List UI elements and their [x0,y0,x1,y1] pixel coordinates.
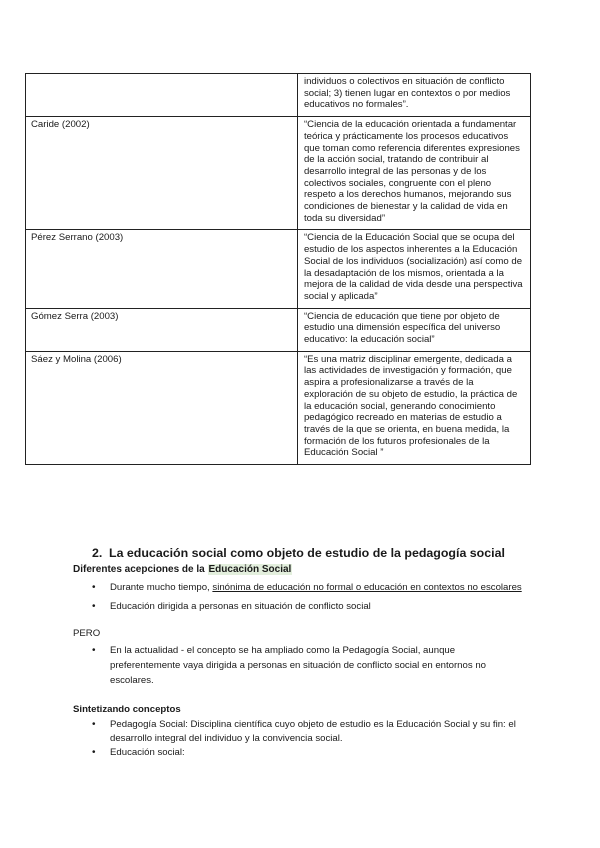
sintetizando-list [92,718,527,760]
definition-cell: “Ciencia de educación que tiene por objeto de estudio una dimensión específica del universo educativo: la educación social” [297,308,530,351]
definition-cell: “Ciencia de la educación orientada a fundamentar teórica y prácticamente los procesos educativos que toman como referencia diferentes expresiones de la acción social, tratando de contribuir al desarrollo integral de las personas y de los colectivos sociales, congruente con el pleno respeto a los derechos humanos, mejorando sus condiciones de bienestar y la calidad de vida en toda su diversidad” [297,117,530,230]
acepciones-list [92,582,532,613]
definitions-table [25,73,531,465]
list-item: • En la actualidad - el concepto se ha ampliado como la Pedagogía Social, aunque preferentemente vaya dirigida a personas en situación de conflicto social en entornos no escolares. [92,643,527,688]
list-item: • Educación social: [92,746,527,760]
section-title: La educación social como objeto de estudio de la pedagogía social [109,546,505,560]
list-item-underlined: sinónima de educación no formal o educación en contextos no escolares [212,582,522,593]
author-cell: Pérez Serrano (2003) [26,230,298,308]
list-item [92,582,532,595]
acepciones-heading [73,564,292,575]
definition-cell: “Es una matriz disciplinar emergente, dedicada a las actividades de investigación y formación, que aspira a profesionalizarse a través de la exploración de su objeto de estudio, la práctica de la educación social, generando conocimiento pedagógico recreado en materias de estudio a través de la que se orienta, en buena medida, la formación de los futuros profesionales de la Educación Social ” [297,351,530,464]
table-row [26,351,531,464]
table-row [26,230,531,308]
table-row [26,308,531,351]
section-heading [92,546,505,560]
section-number: 2. [92,546,103,560]
actualidad-list [92,643,527,688]
sintetizando-heading: Sintetizando conceptos [73,704,181,715]
definition-cell: individuos o colectivos en situación de conflicto social; 3) tienen lugar en contextos o por medios educativos no formales”. [297,74,530,117]
acepciones-highlight: Educación Social [208,564,292,575]
author-cell: Gómez Serra (2003) [26,308,298,351]
table-row [26,74,531,117]
acepciones-prefix: Diferentes acepciones de la [73,564,208,575]
list-item: • Pedagogía Social: Disciplina científica cuyo objeto de estudio es la Educación Social y su fin: el desarrollo integral del individuo y la convivencia social. [92,718,527,746]
definition-cell: “Ciencia de la Educación Social que se ocupa del estudio de los aspectos inherentes a la Educación Social de los individuos (socialización) así como de la desadaptación de los mismos, orientada a la mejora de la calidad de vida desde una perspectiva social y aplicada” [297,230,530,308]
list-item [92,601,532,614]
table-row [26,117,531,230]
pero-label: PERO [73,628,101,639]
author-cell: Sáez y Molina (2006) [26,351,298,464]
author-cell [26,74,298,117]
list-item-text: Educación dirigida a personas en situación de conflicto social [110,600,371,612]
list-item-text: Durante mucho tiempo, [110,582,213,593]
author-cell: Caride (2002) [26,117,298,230]
